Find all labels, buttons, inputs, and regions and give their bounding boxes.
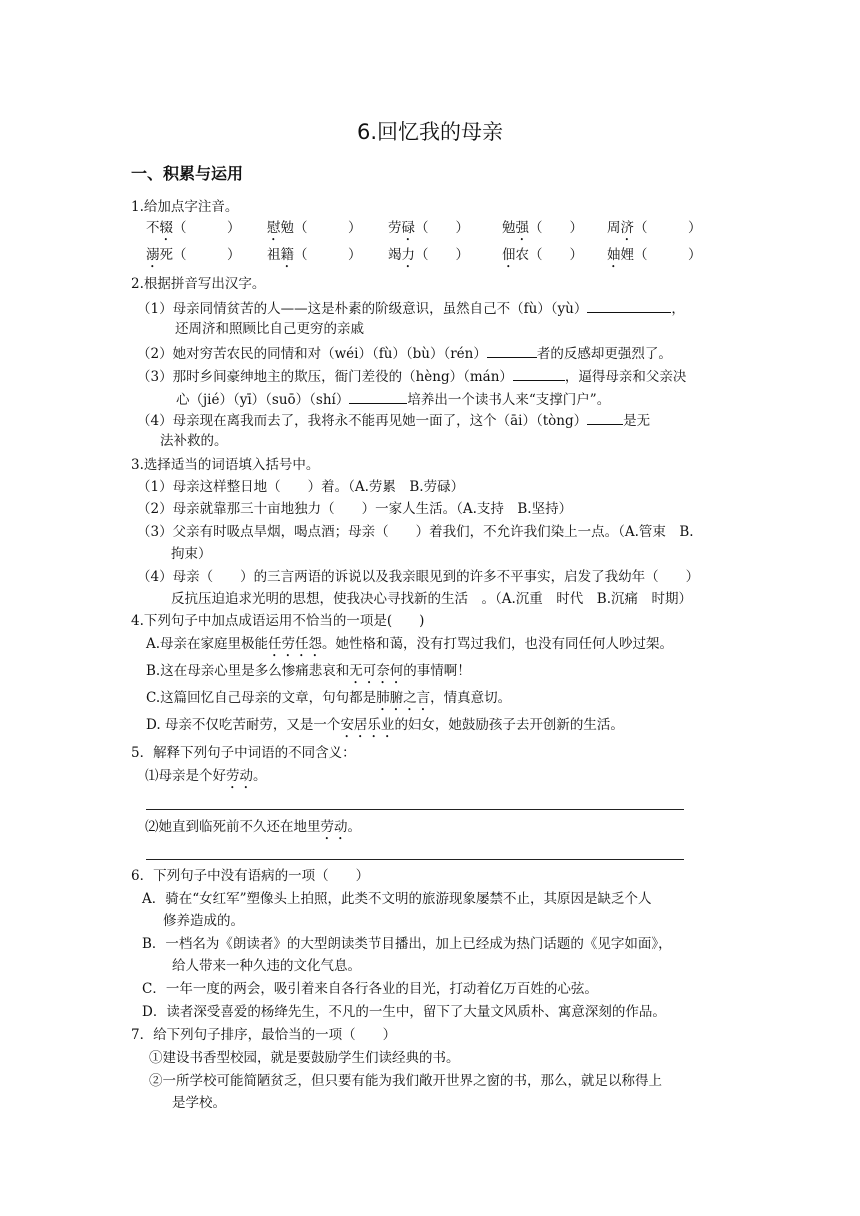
answer-blank[interactable] (349, 389, 407, 404)
q4-option-d (146, 715, 624, 741)
word-text: 勉 (502, 220, 516, 236)
page-title: 6.回忆我的母亲 (356, 120, 504, 144)
q4-stem: 4.下列句子中加点成语运用不恰当的一项是( ) (131, 613, 425, 629)
dotted-word: 劳动 (320, 819, 348, 835)
answer-blank[interactable] (587, 298, 671, 313)
word-text: 周 (607, 220, 621, 236)
pinyin-item (502, 218, 583, 244)
option-text: D. 母亲不仅吃苦耐劳，又是一个 (146, 717, 341, 733)
word-text: 死 (159, 247, 173, 263)
q3-item2: （2）母亲就靠那三十亩地独力（ ）一家人生活。（A.支持 B.坚持） (137, 501, 573, 517)
dotted-char: 溺 (146, 247, 160, 263)
sentence-text: 。 (347, 819, 361, 835)
word-text: 劳 (388, 220, 402, 236)
q2-item4-end: 是无 (623, 413, 651, 429)
q2-item2 (137, 343, 672, 364)
q3-item3-line2: 拘束） (171, 546, 212, 562)
q3-item4-line2: 反抗压迫追求光明的思想，使我决心寻找新的生活 。（A.沉重 时代 B.沉痛 时期） (171, 591, 693, 607)
q6-option-b-line2: 给人带来一种久违的文化气息。 (172, 958, 361, 974)
q2-item4-line2: 法补救的。 (160, 433, 228, 449)
q2-item3-line2 (176, 389, 610, 410)
dotted-word: 劳动 (226, 768, 253, 784)
q2-item3-line1 (137, 366, 686, 387)
dotted-idiom: 无可奈何 (349, 663, 404, 679)
q2-item2-end: 者的反感却更强烈了。 (536, 346, 672, 362)
dotted-char: 妯 (607, 247, 621, 263)
q2-item2-text: （2）她对穷苦农民的同情和对（wéi）（fù）（bù）（rén） (137, 346, 487, 362)
option-text: B.这在母亲心里是多么惨痛悲哀和 (146, 663, 350, 679)
pinyin-item (267, 218, 362, 244)
dotted-char: 强 (515, 220, 529, 236)
q5-sentence2 (145, 817, 361, 843)
q6-option-d: D．读者深受喜爱的杨绛先生，不凡的一生中，留下了大量文风质朴、寓意深刻的作品。 (142, 1004, 666, 1020)
q1-stem: 1.给加点字注音。 (131, 199, 239, 215)
q2-item1-text: （1）母亲同情贫苦的人——这是朴素的阶级意识，虽然自己不（fù）（yù） (137, 301, 588, 317)
q7-sentence1: ①建设书香型校园，就是要鼓励学生们读经典的书。 (149, 1050, 460, 1066)
q2-item1-end: ， (671, 301, 685, 317)
sentence-text: 。 (253, 768, 267, 784)
q7-sentence2-line1: ②一所学校可能简陋贫乏，但只要有能为我们敞开世界之窗的书，那么，就足以称得上 (149, 1073, 662, 1089)
answer-paren[interactable]: （ ） (415, 220, 469, 236)
option-text: A.母亲在家庭里极能 (146, 636, 269, 652)
pinyin-item (502, 245, 583, 271)
answer-paren[interactable]: （ ） (415, 247, 469, 263)
q4-option-b (146, 661, 471, 687)
pinyin-item (267, 245, 362, 271)
answer-paren[interactable]: （ ） (634, 247, 702, 263)
q3-stem: 3.选择适当的词语填入括号中。 (131, 457, 320, 473)
option-text: 的妇女，她鼓励孩子去开创新的生活。 (394, 717, 624, 733)
option-text: 。她性格和蔼，没有打骂过我们，也没有同任何人吵过架。 (322, 636, 674, 652)
q5-sentence1 (145, 766, 267, 792)
q2-item3-text: （3）那时乡间豪绅地主的欺压，衙门差役的（hèng）（mán） (137, 369, 513, 385)
answer-paren[interactable]: （ ） (173, 220, 241, 236)
dotted-char: 济 (620, 220, 634, 236)
q3-item3-line1: （3）父亲有时吸点旱烟，喝点酒；母亲（ ）着我们，不允许我们染上一点。（A.管束 B. (137, 524, 694, 540)
pinyin-item (607, 245, 702, 271)
answer-blank[interactable] (587, 410, 623, 425)
answer-blank[interactable] (513, 366, 565, 381)
q4-option-c (146, 688, 511, 714)
word-text: 娌 (620, 247, 634, 263)
q7-stem: 7．给下列句子排序，最恰当的一项（ ） (131, 1027, 397, 1043)
q3-item1: （1）母亲这样整日地（ ）着。（A.劳累 B.劳碌） (137, 479, 465, 495)
q2-item1-line2: 还周济和照顾比自己更穷的亲戚 (175, 321, 364, 337)
q2-item4-line1 (137, 410, 650, 431)
word-text: 农 (515, 247, 529, 263)
word-text: 勉 (280, 220, 294, 236)
q2-item3-text2: 心（jié）（yī）（suō）（shí） (176, 392, 350, 408)
option-text: C.这篇回忆自己母亲的文章，句句都是 (146, 690, 377, 706)
section-heading: 一、积累与运用 (131, 164, 244, 183)
dotted-char: 辍 (159, 220, 173, 236)
option-text: ，情真意切。 (430, 690, 512, 706)
word-text: 竭 (388, 247, 402, 263)
dotted-char: 碌 (401, 220, 415, 236)
word-text: 不 (146, 220, 160, 236)
answer-paren[interactable]: （ ） (529, 220, 583, 236)
pinyin-item (388, 245, 469, 271)
pinyin-item (146, 218, 241, 244)
q6-option-c: C．一年一度的两会，吸引着来自各行各业的目光，打动着亿万百姓的心弦。 (142, 981, 598, 997)
dotted-char: 力 (401, 247, 415, 263)
q5-stem: 5．解释下列句子中词语的不同含义： (131, 745, 356, 761)
pinyin-item (388, 218, 469, 244)
answer-paren[interactable]: （ ） (173, 247, 241, 263)
pinyin-item (607, 218, 702, 244)
dotted-char: 慰 (267, 220, 281, 236)
answer-paren[interactable]: （ ） (634, 220, 702, 236)
q6-option-a-line2: 修养造成的。 (163, 913, 244, 929)
dotted-idiom: 肺腑之言 (376, 690, 431, 706)
dotted-idiom: 安居乐业 (340, 717, 395, 733)
q2-item3-end2: 培养出一个读书人来“支撑门户”。 (407, 392, 611, 408)
q2-item1-line1 (137, 298, 685, 319)
answer-blank[interactable] (487, 343, 537, 358)
q6-option-b-line1: B．一档名为《朗读者》的大型朗读类节目播出，加上已经成为热门话题的《见字如面》， (142, 936, 672, 952)
sentence-text: ⑴母亲是个好 (145, 768, 226, 784)
q3-item4-line1: （4）母亲（ ）的三言两语的诉说以及我亲眼见到的许多不平事实，启发了我幼年（ ） (137, 569, 700, 585)
q2-item3-end: ，逼得母亲和父亲决 (564, 369, 687, 385)
q6-option-a-line1: A．骑在“女红军”塑像头上拍照，此类不文明的旅游现象屡禁不止，其原因是缺乏个人 (142, 891, 652, 907)
answer-paren[interactable]: （ ） (294, 220, 362, 236)
pinyin-item (146, 245, 241, 271)
answer-line[interactable] (146, 859, 684, 860)
q2-stem: 2.根据拼音写出汉字。 (131, 276, 266, 292)
dotted-char: 籍 (280, 247, 294, 263)
answer-paren[interactable]: （ ） (529, 247, 583, 263)
sentence-text: ⑵她直到临死前不久还在地里 (145, 819, 321, 835)
option-text: 的事情啊！ (403, 663, 471, 679)
dotted-idiom: 任劳任怨 (268, 636, 323, 652)
answer-line[interactable] (146, 809, 684, 810)
q4-option-a (146, 634, 673, 660)
answer-paren[interactable]: （ ） (294, 247, 362, 263)
q6-stem: 6．下列句子中没有语病的一项（ ） (131, 868, 370, 884)
q2-item4-text: （4）母亲现在离我而去了，我将永不能再见她一面了，这个（āi）（tòng） (137, 413, 588, 429)
q7-sentence2-line2: 是学校。 (172, 1095, 226, 1111)
word-text: 祖 (267, 247, 281, 263)
dotted-char: 佃 (502, 247, 516, 263)
